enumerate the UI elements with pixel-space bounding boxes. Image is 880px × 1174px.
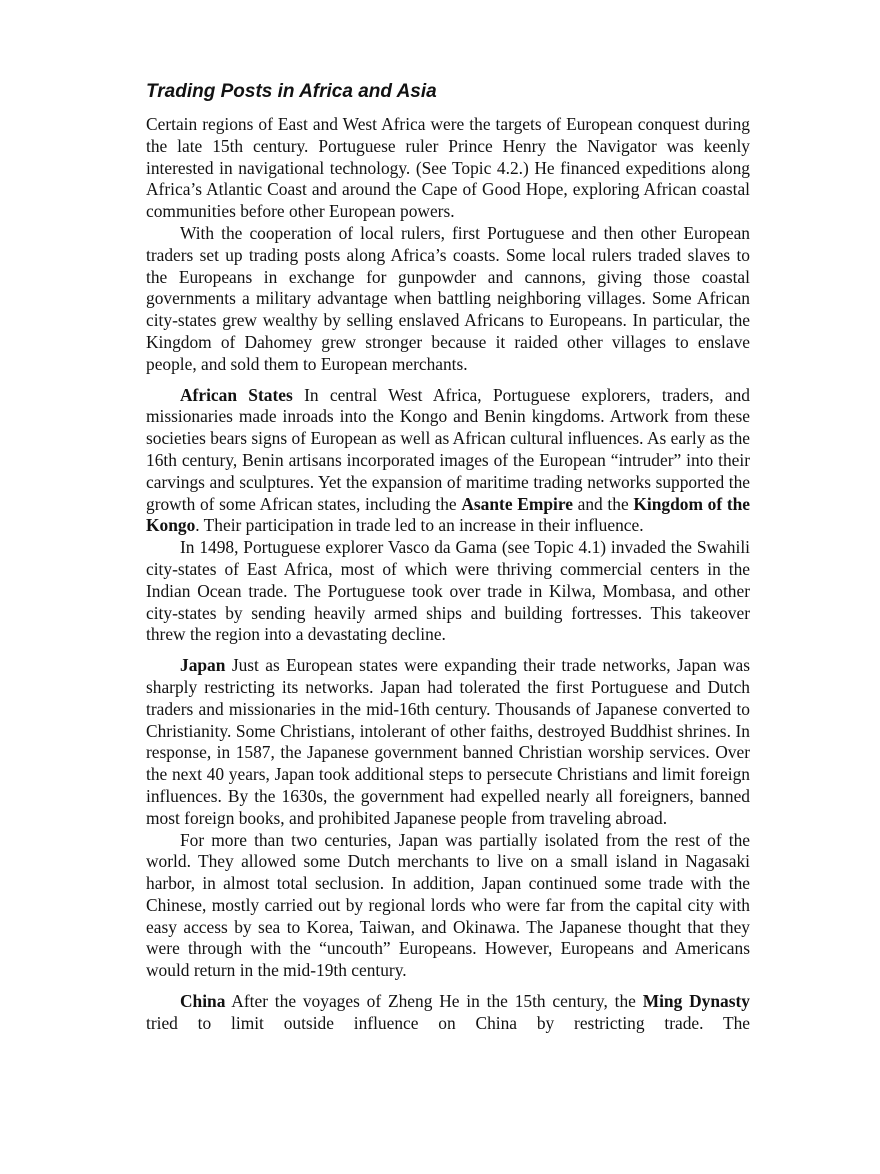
- paragraph-japan: [146, 655, 750, 829]
- paragraph-cooperation: [146, 223, 750, 376]
- text-run: In central West Africa, Portuguese explorers, traders, and missionaries made inroads into the Kongo and Benin kingdoms. Artwork from these societies bears signs of European as well as African cultural influences. As early as the 16th century, Benin artisans incorporated images of the European “intruder” into their carvings and sculptures. Yet the expansion of maritime trading networks supported the growth of some African states, including the: [146, 384, 750, 514]
- paragraph-vasco-da-gama: [146, 537, 750, 646]
- bold-term-ming-dynasty: Ming Dynasty: [642, 991, 750, 1012]
- paragraph-african-states: [146, 385, 750, 538]
- paragraph-china: [146, 991, 750, 1035]
- text-run: In 1498, Portuguese explorer Vasco da Gama (see Topic 4.1) invaded the Swahili city-states of East Africa, most of which were thriving commercial centers in the Indian Ocean trade. The Portuguese took over trade in Kilwa, Mombasa, and other city-states by sending heavily armed ships and building fortresses. This takeover threw the region into a devastating decline.: [146, 537, 750, 645]
- paragraph-japan-isolation: [146, 830, 750, 983]
- run-in-heading-china: China: [180, 991, 226, 1012]
- text-run: Certain regions of East and West Africa were the targets of European conquest during the late 15th century. Portuguese ruler Prince Henry the Navigator was keenly interested in navigational technology. (See Topic 4.2.) He financed expeditions along Africa’s Atlantic Coast and around the Cape of Good Hope, exploring African coastal communities before other European powers.: [146, 114, 750, 222]
- paragraph-intro: [146, 114, 750, 223]
- text-run: After the voyages of Zheng He in the 15th century, the: [225, 991, 643, 1012]
- text-run: . Their participation in trade led to an increase in their influence.: [195, 515, 644, 536]
- text-run: Just as European states were expanding their trade networks, Japan was sharply restricting its networks. Japan had tolerated the first Portuguese and Dutch traders and missionaries in the mid-16th century. Thousands of Japanese converted to Christianity. Some Christians, intolerant of other faiths, destroyed Buddhist shrines. In response, in 1587, the Japanese government banned Christian worship services. Over the next 40 years, Japan took additional steps to persecute Christians and limit foreign influences. By the 1630s, the government had expelled nearly all foreigners, banned most foreign books, and prohibited Japanese people from traveling abroad.: [146, 655, 750, 828]
- bold-term-kingdom-of-the-kongo: Kingdom of the Kongo: [146, 493, 750, 536]
- section-title: Trading Posts in Africa and Asia: [146, 81, 437, 102]
- text-run: For more than two centuries, Japan was partially isolated from the rest of the world. They allowed some Dutch merchants to live on a small island in Nagasaki harbor, in almost total seclusion. In addition, Japan continued some trade with the Chinese, mostly carried out by regional lords who were far from the capital city with easy access by sea to Korea, Taiwan, and Okinawa. The Japanese thought that they were through with the “uncouth” Europeans. However, Europeans and Americans would return in the mid-19th century.: [146, 829, 750, 981]
- text-run: With the cooperation of local rulers, first Portuguese and then other European traders set up trading posts along Africa’s coasts. Some local rulers traded slaves to the Europeans in exchange for gunpowder and cannons, giving those coastal governments a military advantage when battling neighboring villages. Some African city-states grew wealthy by selling enslaved Africans to Europeans. In particular, the Kingdom of Dahomey grew stronger because it raided other villages to enslave people, and sold them to European merchants.: [146, 222, 750, 374]
- run-in-heading-japan: Japan: [180, 655, 226, 676]
- text-run: tried to limit outside influence on China by restricting trade. The: [146, 1012, 750, 1033]
- bold-term-asante-empire: Asante Empire: [461, 493, 573, 514]
- run-in-heading-african-states: African States: [180, 384, 293, 405]
- document-content: [146, 80, 750, 1035]
- text-run: and the: [572, 493, 634, 514]
